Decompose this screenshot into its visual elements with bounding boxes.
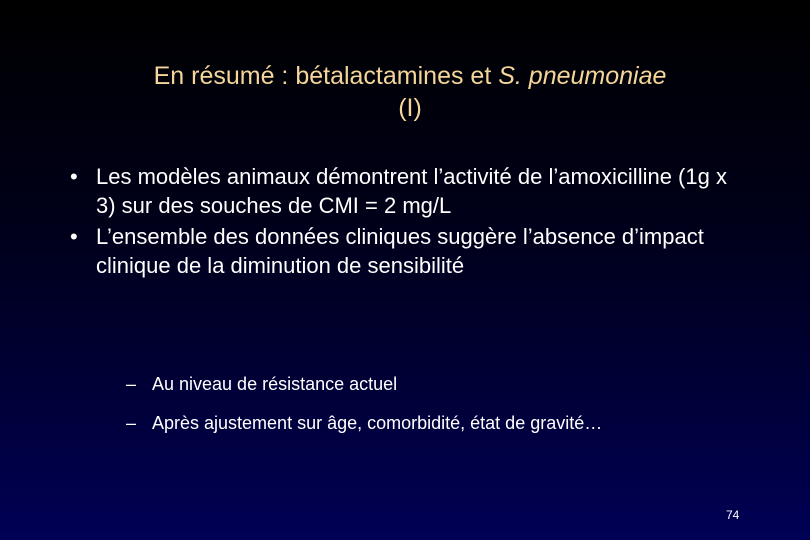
sub-bullet-text: Après ajustement sur âge, comorbidité, état de gravité… xyxy=(152,413,603,433)
sub-bullet-item xyxy=(126,411,766,435)
slide-title xyxy=(40,60,780,124)
bullet-text: Les modèles animaux démontrent l’activité de l’amoxicilline (1g x 3) sur des souches de CMI = 2 mg/L xyxy=(96,164,727,218)
bullet-text: L’ensemble des données cliniques suggère l’absence d’impact clinique de la diminution de sensibilité xyxy=(96,224,704,278)
bullet-item xyxy=(70,222,750,280)
sub-bullet-item xyxy=(126,372,766,396)
bullet-marker: • xyxy=(70,224,78,249)
sub-bullet-text: Au niveau de résistance actuel xyxy=(152,374,398,394)
sub-bullet-list xyxy=(126,372,766,450)
bullet-marker: • xyxy=(70,164,78,189)
title-italic-species: S. pneumoniae xyxy=(498,62,667,90)
bullet-list xyxy=(70,162,750,282)
title-prefix: En résumé : bétalactamines et xyxy=(153,62,499,90)
dash-marker: – xyxy=(126,413,137,433)
bullet-item xyxy=(70,162,750,220)
page-number: 74 xyxy=(726,508,740,522)
dash-marker: – xyxy=(126,374,137,394)
title-suffix: (I) xyxy=(398,94,422,122)
